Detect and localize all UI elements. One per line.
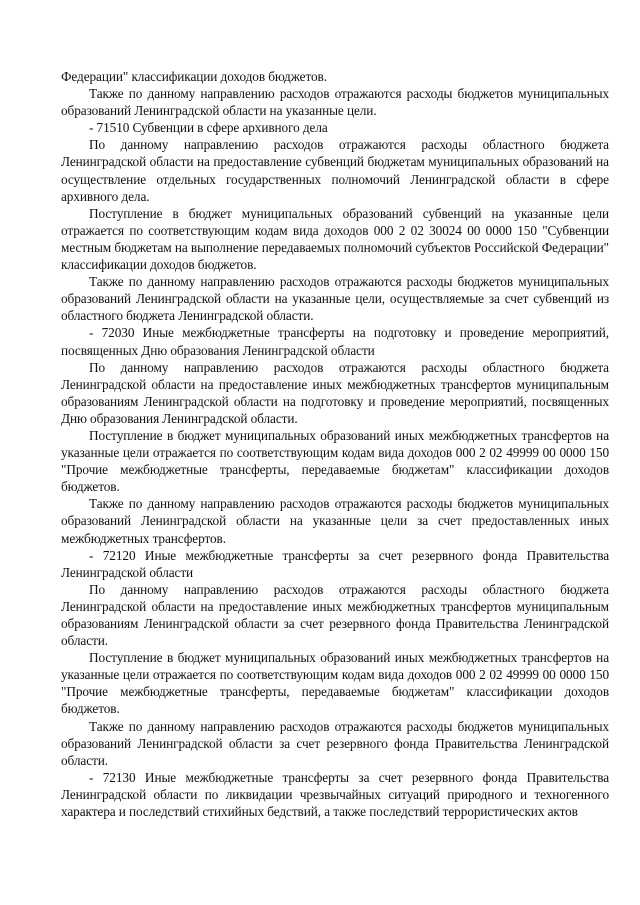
paragraph: Также по данному направлению расходов отражаются расходы бюджетов муниципальных образований Ленинградской области на указанные цели за счет предоставленных иных межбюджетных трансфертов.	[61, 496, 609, 546]
document-body	[61, 68, 609, 820]
paragraph: Поступление в бюджет муниципальных образований иных межбюджетных трансфертов на указанные цели отражается по соответствующим кодам вида доходов 000 2 02 49999 00 0000 150 "Прочие межбюджетные трансферты, передаваемые бюджетам" классификации доходов бюджетов.	[61, 650, 609, 717]
section-heading: - 72030 Иные межбюджетные трансферты на подготовку и проведение мероприятий, посвященных Дню образования Ленинградской области	[61, 325, 609, 358]
paragraph: Также по данному направлению расходов отражаются расходы бюджетов муниципальных образований Ленинградской области за счет резервного фонда Правительства Ленинградской области.	[61, 718, 609, 768]
paragraph: Поступление в бюджет муниципальных образований иных межбюджетных трансфертов на указанные цели отражается по соответствующим кодам вида доходов 000 2 02 49999 00 0000 150 "Прочие межбюджетные трансферты, передаваемые бюджетам" классификации доходов бюджетов.	[61, 427, 609, 495]
paragraph: Также по данному направлению расходов отражаются расходы бюджетов муниципальных образований Ленинградской области на указанные цели.	[61, 86, 609, 119]
paragraph: По данному направлению расходов отражаются расходы областного бюджета Ленинградской области на предоставление иных межбюджетных трансфертов муниципальным образованиям Ленинградской области за счет резервного фонда Правительства Ленинградской области.	[61, 581, 609, 649]
section-heading: - 72120 Иные межбюджетные трансферты за счет резервного фонда Правительства Ленинградской области	[61, 547, 609, 580]
paragraph: Федерации" классификации доходов бюджетов.	[61, 69, 327, 84]
paragraph: Поступление в бюджет муниципальных образований субвенций на указанные цели отражается по соответствующим кодам вида доходов 000 2 02 30024 00 0000 150 "Субвенции местным бюджетам на выполнение передаваемых полномочий субъектов Российской Федерации" классификации доходов бюджетов.	[61, 205, 609, 273]
section-heading: - 71510 Субвенции в сфере архивного дела	[89, 120, 328, 136]
paragraph: По данному направлению расходов отражаются расходы областного бюджета Ленинградской области на предоставление субвенций бюджетам муниципальных образований на осуществление отдельных государственных полномочий Ленинградской области в сфере архивного дела.	[61, 137, 609, 204]
section-heading: - 72130 Иные межбюджетные трансферты за счет резервного фонда Правительства Ленинградской области по ликвидации чрезвычайных ситуаций природного и техногенного характера и последствий стихийных бедствий, а также последствий террористических актов	[61, 769, 609, 820]
paragraph: Также по данному направлению расходов отражаются расходы бюджетов муниципальных образований Ленинградской области на указанные цели, осуществляемые за счет субвенций из областного бюджета Ленинградской области.	[61, 274, 609, 324]
paragraph: По данному направлению расходов отражаются расходы областного бюджета Ленинградской области на предоставление иных межбюджетных трансфертов муниципальным образованиям Ленинградской области на подготовку и проведение мероприятий, посвященных Дню образования Ленинградской области.	[61, 359, 609, 426]
